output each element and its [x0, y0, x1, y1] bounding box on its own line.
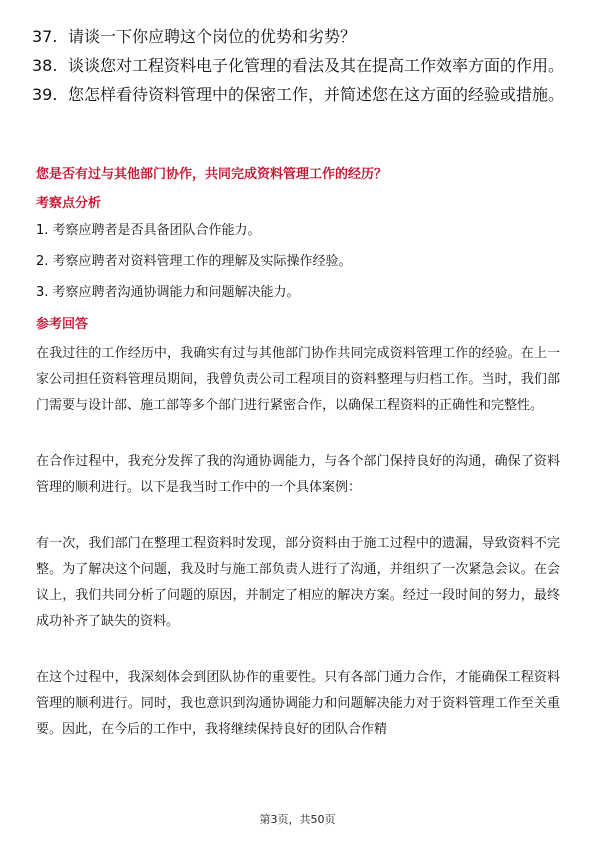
- question-text: 谈谈您对工程资料电子化管理的看法及其在提高工作效率方面的作用。: [68, 56, 565, 75]
- analysis-point: 3. 考察应聘者沟通协调能力和问题解决能力。: [36, 285, 300, 300]
- question-text: 您怎样看待资料管理中的保密工作，并简述您在这方面的经验或措施。: [68, 85, 565, 104]
- answer-paragraph: 在合作过程中，我充分发挥了我的沟通协调能力，与各个部门保持良好的沟通，确保了资料管理的顺利进行。以下是我当时工作中的一个具体案例：: [36, 454, 560, 495]
- question-text: 请谈一下你应聘这个岗位的优势和劣势？: [68, 27, 357, 46]
- answer-body: [36, 341, 560, 743]
- question-item-39: [32, 84, 564, 106]
- question-number: 39.: [32, 85, 58, 104]
- question-item-38: [32, 55, 564, 77]
- page-footer: 第3页，共50页: [259, 813, 336, 826]
- question-list: [32, 26, 564, 113]
- question-number: 37.: [32, 27, 58, 46]
- analysis-point: 1. 考察应聘者是否具备团队合作能力。: [36, 223, 261, 238]
- analysis-points: [36, 221, 556, 314]
- analysis-heading: 考察点分析: [36, 196, 102, 211]
- answer-paragraph: 在我过往的工作经历中，我确实有过与其他部门协作共同完成资料管理工作的经验。在上一家公司担任资料管理员期间，我曾负责公司工程项目的资料整理与归档工作。当时，我们部门需要与设计部、施工部等多个部门进行紧密合作，以确保工程资料的正确性和完整性。: [36, 346, 560, 413]
- question-item-37: [32, 26, 564, 48]
- main-question-heading: 您是否有过与其他部门协作，共同完成资料管理工作的经历？: [36, 167, 388, 182]
- question-number: 38.: [32, 56, 58, 75]
- analysis-point: 2. 考察应聘者对资料管理工作的理解及实际操作经验。: [36, 254, 352, 269]
- answer-paragraph: 在这个过程中，我深刻体会到团队协作的重要性。只有各部门通力合作，才能确保工程资料管理的顺利进行。同时，我也意识到沟通协调能力和问题解决能力对于资料管理工作至关重要。因此，在今后的工作中，我将继续保持良好的团队合作精: [36, 670, 560, 737]
- answer-heading: 参考回答: [36, 317, 89, 332]
- answer-paragraph: 有一次，我们部门在整理工程资料时发现，部分资料由于施工过程中的遗漏，导致资料不完整。为了解决这个问题，我及时与施工部负责人进行了沟通，并组织了一次紧急会议。在会议上，我们共同分析了问题的原因，并制定了相应的解决方案。经过一段时间的努力，最终成功补齐了缺失的资料。: [36, 536, 560, 629]
